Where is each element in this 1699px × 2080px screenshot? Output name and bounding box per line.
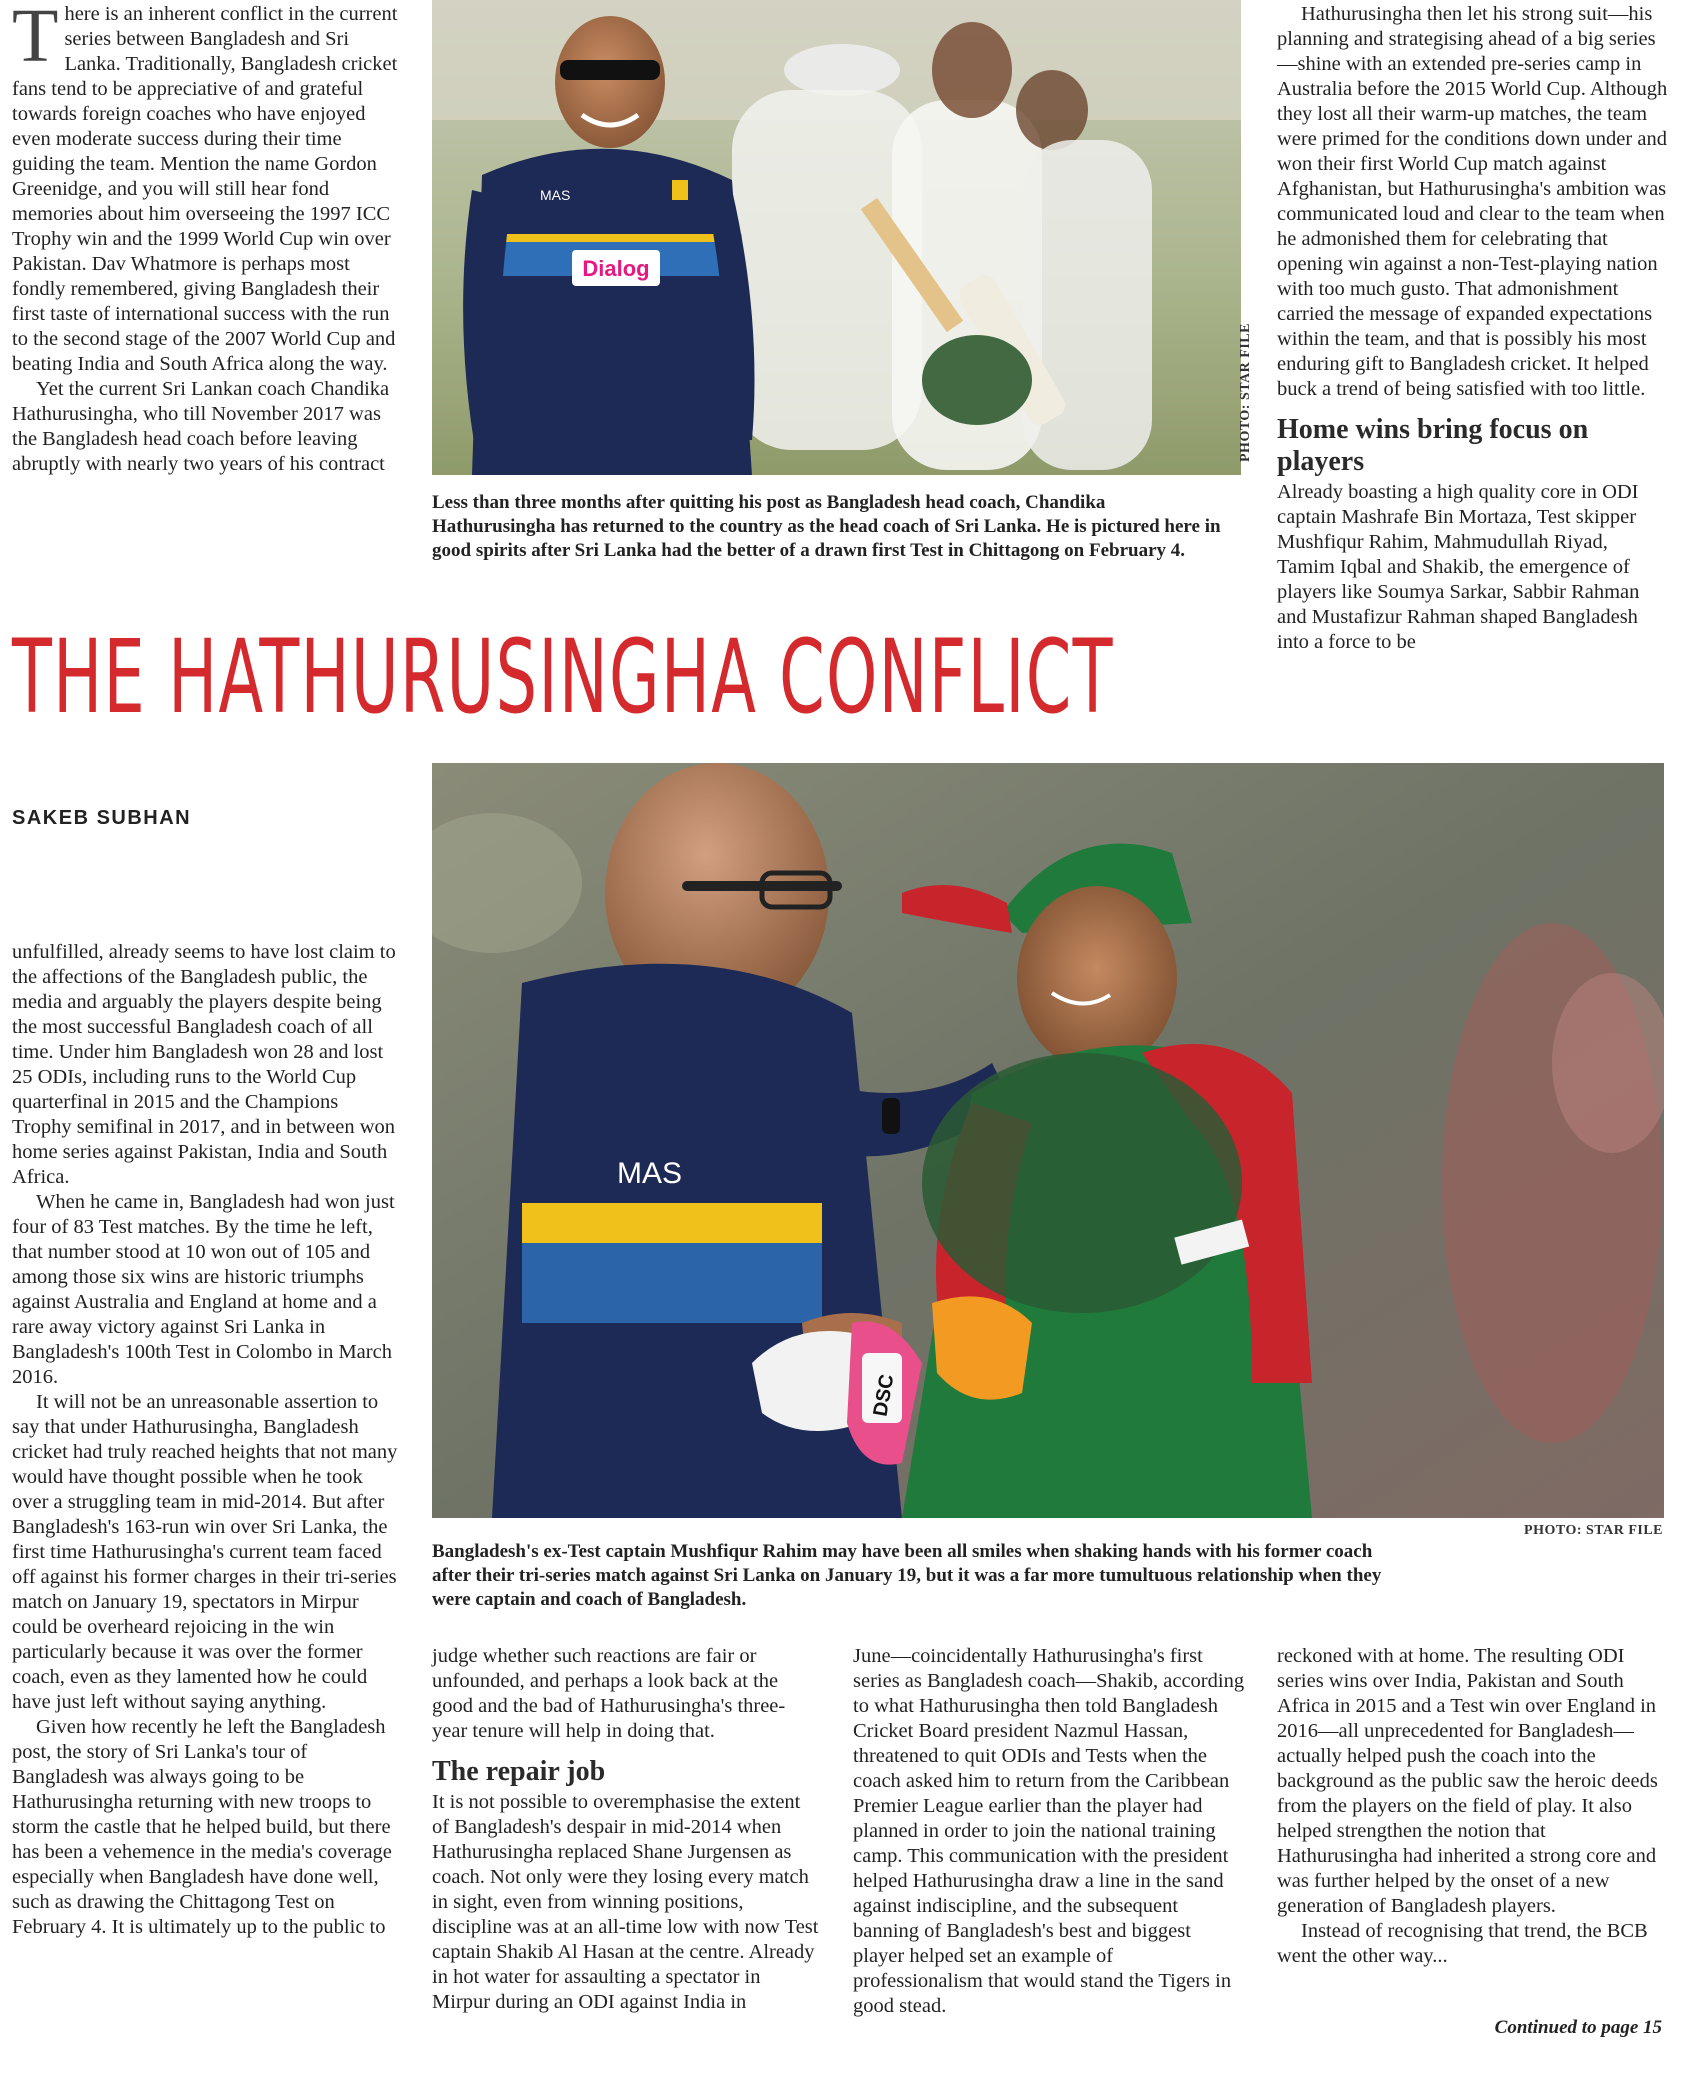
glove-brand-text: DSC: [869, 1372, 899, 1419]
photo-caption: Bangladesh's ex-Test captain Mushfiqur Rahim may have been all smiles when shaking hands with his former coach after their tri-series match against Sri Lanka on January 19, but it was a far more tumultuous relationship when they were captain and coach of Bangladesh.: [432, 1541, 1382, 1610]
paragraph: Yet the current Sri Lankan coach Chandika Hathurusingha, who till November 2017 was the Bangladesh head coach before leaving abruptly with nearly two years of his contract: [12, 378, 390, 475]
continued-to-page[interactable]: Continued to page 15: [1494, 2017, 1662, 2038]
paragraph: Hathurusingha then let his strong suit—his planning and strategising ahead of a big series—shine with an extended pre-series camp in Australia before the 2015 World Cup. Although they lost all their warm-up matches, the team were primed for the conditions down under and won their first World Cup match against Afghanistan, but Hathurusingha's ambition was communicated loud and clear to the team when he admonished them for celebrating that opening win against a non-Test-playing nation with too much gusto. That admonishment carried the message of expanded expectations within the team, and that is possibly his most enduring gift to Bangladesh cricket. It helped buck a trend of being satisfied with too little.: [1277, 3, 1668, 400]
jersey-brand-text: MAS: [540, 187, 571, 203]
headline: THE HATHURUSINGHA CONFLICT: [12, 618, 1114, 737]
column-4-top: [1277, 2, 1669, 655]
photo-hathurusingha-sri-lanka: [432, 0, 1241, 475]
jersey-sponsor-text: Dialog: [582, 256, 650, 281]
photo-caption: Less than three months after quitting his post as Bangladesh head coach, Chandika Hathurusingha has returned to the country as the head coach of Sri Lanka. He is pictured here in good spirits after Sri Lanka had the better of a drawn first Test in Chittagong on February 4.: [432, 492, 1221, 561]
paragraph: It is not possible to overemphasise the extent of Bangladesh's despair in mid-2014 when Hathurusingha replaced Shane Jurgensen as coach. Not only were they losing every match in sight, even from winning positions, discipline was at an all-time low with now Test captain Shakib Al Hasan at the centre. Already in hot water for assaulting a spectator in Mirpur during an ODI against India in: [432, 1791, 819, 2013]
paragraph: When he came in, Bangladesh had won just four of 83 Test matches. By the time he left, that number stood at 10 won out of 105 and among those six wins are historic triumphs against Australia and England at home and a rare away victory against Sri Lanka in Bangladesh's 100th Test in Colombo in March 2016.: [12, 1191, 395, 1388]
jersey-brand-text: MAS: [617, 1157, 683, 1190]
drop-cap: T: [12, 0, 59, 78]
paragraph: reckoned with at home. The resulting ODI series wins over India, Pakistan and South Africa in 2015 and a Test win over England in 2016—all unprecedented for Bangladesh—actually helped push the coach into the background as the public saw the heroic deeds from the players on the field of play. It also helped strengthen the notion that Hathurusingha had inherited a strong core and was further helped by the onset of a new generation of Bangladesh players.: [1277, 1645, 1658, 1917]
paragraph: June—coincidentally Hathurusingha's first series as Bangladesh coach—Shakib, according to what Hathurusingha then told Bangladesh Cricket Board president Nazmul Hassan, threatened to quit ODIs and Tests when the coach asked him to return from the Caribbean Premier League earlier than the player had planned in order to join the national training camp. This communication with the president helped Hathurusingha draw a line in the sand against indiscipline, and the subsequent banning of Bangladesh's best and biggest player helped set an example of professionalism that would stand the Tigers in good stead.: [853, 1645, 1245, 2017]
column-4-bottom: [1277, 1644, 1669, 1969]
subheading: The repair job: [432, 1756, 606, 1787]
paragraph: It will not be an unreasonable assertion to say that under Hathurusingha, Bangladesh cricket had truly reached heights that not many would have thought possible when he took over a struggling team in mid-2014. But after Bangladesh's 163-run win over Sri Lanka, the first time Hathurusingha's current team faced off against his former charges in their tri-series match on January 19, spectators in Mirpur could be overheard rejoicing in the win particularly because it was over the former coach, even as they lamented how he could have just left without saying anything.: [12, 1391, 398, 1713]
photo-1-illustration: [432, 0, 1241, 475]
paragraph: Given how recently he left the Bangladesh post, the story of Sri Lanka's tour of Bangladesh was always going to be Hathurusingha returning with new troops to storm the castle that he helped build, but there has been a vehemence in the media's coverage especially when Bangladesh have done well, such as drawing the Chittagong Test on February 4. It is ultimately up to the public to: [12, 1716, 392, 1938]
paragraph: There is an inherent conflict in the current series between Bangladesh and Sri Lanka. Traditionally, Bangladesh cricket fans tend to be appreciative of and grateful towards foreign coaches who have enjoyed even moderate success during their time guiding the team. Mention the name Gordon Greenidge, and you will still hear fond memories about him overseeing the 1997 ICC Trophy win and the 1999 World Cup win over Pakistan. Dav Whatmore is perhaps most fondly remembered, giving Bangladesh their first taste of international success with the run to the second stage of the 2007 World Cup and beating India and South Africa along the way.: [12, 0, 398, 375]
column-2-bottom: [432, 1644, 820, 2015]
column-1-top: [12, 2, 398, 477]
photo-credit: PHOTO: STAR FILE: [1238, 323, 1253, 462]
paragraph: Instead of recognising that trend, the BCB went the other way...: [1277, 1920, 1648, 1967]
column-3-bottom: [853, 1644, 1245, 2019]
column-1-bottom: [12, 940, 400, 1940]
paragraph: Already boasting a high quality core in ODI captain Mashrafe Bin Mortaza, Test skipper Mushfiqur Rahim, Mahmudullah Riyad, Tamim Iqbal and Shakib, the emergence of players like Soumya Sarkar, Sabbir Rahman and Mustafizur Rahman shaped Bangladesh into a force to be: [1277, 481, 1640, 653]
byline: SAKEB SUBHAN: [12, 807, 192, 829]
photo-credit: PHOTO: STAR FILE: [1524, 1523, 1663, 1538]
photo-handshake: [432, 763, 1664, 1518]
paragraph: unfulfilled, already seems to have lost claim to the affections of the Bangladesh public, the media and arguably the players despite being the most successful Bangladesh coach of all time. Under him Bangladesh won 28 and lost 25 ODIs, including runs to the World Cup quarterfinal in 2015 and the Champions Trophy semifinal in 2017, and in between won home series against Pakistan, India and South Africa.: [12, 941, 396, 1188]
subheading: Home wins bring focus on players: [1277, 414, 1589, 477]
photo-2-illustration: [432, 763, 1664, 1518]
paragraph: judge whether such reactions are fair or unfounded, and perhaps a look back at the good and the bad of Hathurusingha's three-year tenure will help in doing that.: [432, 1645, 786, 1742]
